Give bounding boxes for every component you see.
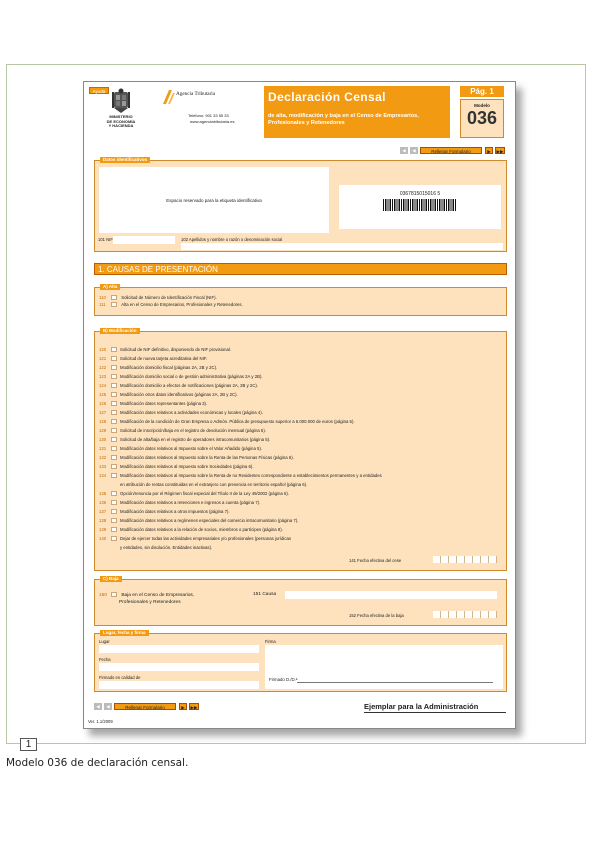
row-number: 127 — [99, 410, 107, 415]
checkbox-125[interactable] — [111, 392, 117, 397]
row-text: y entidades, sin disolución. Entidades inactivas). — [120, 545, 213, 550]
checkbox-126[interactable] — [111, 401, 117, 406]
checkbox-136[interactable] — [111, 500, 117, 505]
row-text: Modificación datos relativos a la relación de socios, miembros o partícipes (página 8). — [120, 527, 283, 532]
alta-section — [94, 287, 507, 316]
list-item — [99, 428, 266, 434]
last-page-button[interactable]: ▶▶ — [496, 149, 504, 154]
row-number: 135 — [99, 491, 107, 496]
list-item — [99, 347, 231, 353]
field-102-label: 102 Apellidos y nombre o razón o denominación social — [181, 237, 283, 242]
row-number: 136 — [99, 500, 107, 505]
checkbox-122[interactable] — [111, 365, 117, 370]
list-item — [99, 464, 254, 470]
list-item — [99, 509, 230, 515]
section-1-title: 1. CAUSAS DE PRESENTACIÓN — [98, 265, 218, 274]
checkbox-120[interactable] — [111, 347, 117, 352]
list-item — [99, 401, 207, 407]
list-item — [99, 536, 291, 542]
ejemplar-underline — [364, 712, 506, 713]
causa-label: 151 Causa — [253, 592, 277, 597]
first-page-button-bottom[interactable]: ◀ — [94, 703, 102, 710]
list-item — [99, 500, 260, 506]
figure-caption: Modelo 036 de declaración censal. — [6, 757, 189, 769]
checkbox-130[interactable] — [111, 437, 117, 442]
checkbox-139[interactable] — [111, 527, 117, 532]
list-item — [99, 302, 243, 308]
section-1-title-bar — [94, 263, 507, 275]
row-number: 126 — [99, 401, 107, 406]
list-item — [99, 518, 298, 524]
checkbox-150[interactable] — [111, 592, 117, 597]
barcode-icon — [383, 199, 457, 211]
agency-phone: Teléfono: 901 33 55 33 — [188, 113, 229, 118]
fecha-cese-input[interactable] — [433, 556, 497, 563]
firma-tab: Lugar, fecha y firma — [100, 630, 149, 636]
row-text: Modificación domicilio social o de gestión administrativa (páginas 2A y 2B). — [120, 374, 263, 379]
help-button[interactable] — [89, 87, 109, 94]
page-indicator — [460, 86, 504, 97]
checkbox-133[interactable] — [111, 464, 117, 469]
list-item — [99, 392, 238, 398]
calidad-input[interactable] — [99, 681, 259, 689]
row-number: 124 — [99, 383, 107, 388]
row-number: 110 — [99, 295, 106, 300]
row-number: 121 — [99, 356, 107, 361]
checkbox-110[interactable] — [111, 295, 117, 300]
list-item — [99, 455, 294, 461]
row-number: 132 — [99, 455, 107, 460]
row-text: Solicitud de alta/baja en el registro de operadores intracomunitarios (página 5). — [120, 437, 271, 442]
baja-item — [99, 592, 194, 599]
firma-label: Firma — [265, 639, 276, 644]
label-space-text: Espacio reservado para la etiqueta identificativa — [166, 198, 262, 203]
firma-section — [94, 633, 507, 692]
list-item — [99, 491, 289, 497]
checkbox-124[interactable] — [111, 383, 117, 388]
checkbox-138[interactable] — [111, 518, 117, 523]
firmado-line — [297, 682, 493, 683]
checkbox-132[interactable] — [111, 455, 117, 460]
name-input[interactable] — [181, 243, 503, 250]
row-number: 131 — [99, 446, 107, 451]
row-number: 128 — [99, 419, 107, 424]
barcode-number: 0367815015016 5 — [399, 191, 441, 197]
row-text: Modificación datos representantes (página 3). — [120, 401, 208, 406]
figure-number: 1 — [20, 738, 37, 751]
row-text: Opción/renuncia por el Régimen fiscal especial del Título II de la Ley 49/2002 (página 6). — [120, 491, 290, 496]
row-text: Modificación datos relativos al Impuesto sobre la Renta de las Personas Físicas (página 6). — [120, 455, 294, 460]
prev-page-button[interactable]: ◀ — [410, 147, 418, 154]
row-text: Modificación de la condición de Gran Empresa o Admón. Pública de presupuesto superior a 6.000.000 de euros (página 5). — [120, 419, 355, 424]
next-page-button-bottom[interactable]: ▶ — [179, 703, 187, 710]
checkbox-111[interactable] — [111, 302, 117, 307]
row-text: Dejar de ejercer todas las actividades empresariales y/o profesionales (personas jurídicas — [120, 536, 292, 541]
fecha-input[interactable] — [99, 663, 259, 671]
checkbox-135[interactable] — [111, 491, 117, 496]
checkbox-121[interactable] — [111, 356, 117, 361]
modelo-label: Modelo — [474, 103, 490, 108]
row-text: Modificación datos relativos al Impuesto sobre la Renta de no Residentes correspondiente a establecimientos permanentes y a entidades — [120, 473, 382, 478]
row-text: en atribución de rentas constituidas en el extranjero con presencia en territorio español (página 6). — [120, 482, 308, 487]
agency-website: www.agenciatributaria.es — [190, 119, 235, 124]
ministry-line-3: Y HACIENDA — [108, 123, 134, 129]
lugar-input[interactable] — [99, 645, 259, 653]
identification-section — [94, 160, 507, 252]
calidad-label: Firmado en calidad de — [99, 675, 141, 680]
row-number: 123 — [99, 374, 107, 379]
row-text: Solicitud de nueva tarjeta acreditativa del NIF. — [120, 356, 208, 361]
row-text: Modificación datos relativos al Impuesto sobre Sociedades (página 6). — [120, 464, 254, 469]
list-item — [99, 374, 263, 380]
row-text: Modificación domicilio fiscal (páginas 2A, 2B y 2C). — [120, 365, 218, 370]
ministry-name — [104, 115, 138, 129]
fecha-baja-input[interactable] — [433, 611, 497, 618]
form-subtitle: de alta, modificación y baja en el Censo de Empresarios, Profesionales y Retenedores — [268, 113, 419, 126]
prev-page-button-bottom[interactable]: ◀ — [104, 703, 112, 710]
list-item — [99, 446, 262, 452]
row-number: 138 — [99, 518, 107, 523]
list-item — [99, 410, 263, 416]
page-number: Pág. 1 — [470, 87, 494, 96]
modelo-number: 036 — [466, 108, 498, 128]
row-number: 150 — [99, 592, 108, 598]
fill-form-label: Rellenar Formulario — [125, 705, 165, 710]
baja-text-2: Profesionales y Retenedores — [119, 600, 181, 605]
row-number: 111 — [99, 302, 106, 307]
checkbox-137[interactable] — [111, 509, 117, 514]
baja-tab: C) Baja — [100, 576, 122, 582]
modificacion-tab: B) Modificación — [100, 328, 140, 334]
row-text: Modificación domicilio a efectos de notificaciones (páginas 2A, 2B y 2C). — [120, 383, 259, 388]
list-item — [99, 437, 270, 443]
row-text: Solicitud de inscripción/baja en el registro de devolución mensual (página 5). — [120, 428, 266, 433]
baja-section — [94, 579, 507, 626]
checkbox-134[interactable] — [111, 473, 117, 478]
help-label: Ayuda — [92, 89, 106, 94]
checkbox-128[interactable] — [111, 419, 117, 424]
fill-form-button[interactable] — [420, 147, 482, 154]
causa-input[interactable] — [285, 591, 497, 599]
list-item — [99, 383, 258, 389]
list-item — [99, 473, 382, 479]
field-101-label: 101 NIF — [98, 237, 113, 242]
identification-tab: Datos identificativos — [100, 157, 150, 163]
nif-input[interactable] — [113, 236, 175, 244]
checkbox-123[interactable] — [111, 374, 117, 379]
fecha-baja-label: 152 Fecha efectiva de la baja — [349, 613, 404, 618]
list-item — [99, 527, 283, 533]
row-text: Alta en el Censo de Empresarios, Profesionales y Retenedores. — [121, 302, 243, 307]
row-number: 125 — [99, 392, 107, 397]
list-item — [99, 365, 217, 371]
list-item — [99, 356, 207, 362]
first-page-button[interactable]: ◀ — [400, 147, 408, 154]
row-text: Modificación datos relativos al Impuesto sobre el Valor Añadido (página 5). — [120, 446, 263, 451]
modificacion-rows — [99, 347, 504, 562]
checkbox-129[interactable] — [111, 428, 117, 433]
fecha-label: Fecha — [99, 657, 111, 662]
agency-name: Agencia Tributaria — [176, 91, 216, 97]
row-number: 133 — [99, 464, 107, 469]
form-title: Declaración Censal — [268, 90, 386, 104]
row-text: Modificación datos relativos a otros impuestos (página 7). — [120, 509, 230, 514]
row-number: 129 — [99, 428, 107, 433]
next-page-button[interactable]: ▶ — [485, 147, 493, 154]
agency-logo-icon — [162, 88, 176, 106]
label-space — [99, 167, 329, 233]
row-number: 140 — [99, 536, 107, 541]
last-page-button-bottom[interactable]: ▶▶ — [190, 705, 198, 710]
fill-form-label: Rellenar Formulario — [431, 149, 471, 154]
checkbox-131[interactable] — [111, 446, 117, 451]
fecha-cese-label: 141 Fecha efectiva del cese — [349, 558, 402, 563]
version-label: Ver. 1.1/2009 — [88, 719, 113, 724]
row-text: Modificación datos relativos a retenciones e ingresos a cuenta (página 7). — [120, 500, 261, 505]
checkbox-127[interactable] — [111, 410, 117, 415]
title-banner — [264, 86, 450, 138]
row-number: 137 — [99, 509, 107, 514]
modificacion-section — [94, 331, 507, 571]
lugar-label: Lugar — [99, 639, 110, 644]
form-page — [83, 81, 516, 729]
alta-tab: A) Alta — [100, 284, 120, 290]
list-item — [99, 545, 212, 551]
barcode-box — [339, 185, 501, 229]
row-number: 120 — [99, 347, 107, 352]
checkbox-140[interactable] — [111, 536, 117, 541]
row-number: 134 — [99, 473, 107, 478]
ministry-line-2: DE ECONOMÍA — [106, 118, 136, 124]
firmado-label: Firmado D./D.ª — [269, 677, 298, 682]
row-text: Solicitud de Número de Identificación Fiscal (NIF). — [121, 295, 217, 300]
row-text: Modificación otros datos identificativos (páginas 2A, 2B y 2C). — [120, 392, 238, 397]
row-text: Modificación datos relativos a actividades económicas y locales (página 4). — [120, 410, 263, 415]
baja-text-1: Baja en el Censo de Empresarios, — [121, 592, 195, 598]
modelo-box — [460, 99, 504, 138]
row-text: Modificación datos relativos a regímenes especiales del comercio intracomunitario (página 7). — [120, 518, 299, 523]
row-number: 122 — [99, 365, 107, 370]
list-item — [99, 482, 307, 488]
signature-box[interactable] — [265, 645, 503, 689]
coat-of-arms-icon — [111, 88, 131, 114]
fill-form-button-bottom[interactable] — [114, 703, 176, 710]
ministry-line-1: MINISTERIO — [109, 114, 133, 119]
row-number: 139 — [99, 527, 107, 532]
list-item — [99, 419, 355, 425]
row-number: 130 — [99, 437, 107, 442]
list-item — [99, 295, 217, 301]
ejemplar-label: Ejemplar para la Administración — [364, 702, 479, 711]
row-text: Solicitud de NIF definitivo, disponiendo de NIF provisional. — [120, 347, 232, 352]
